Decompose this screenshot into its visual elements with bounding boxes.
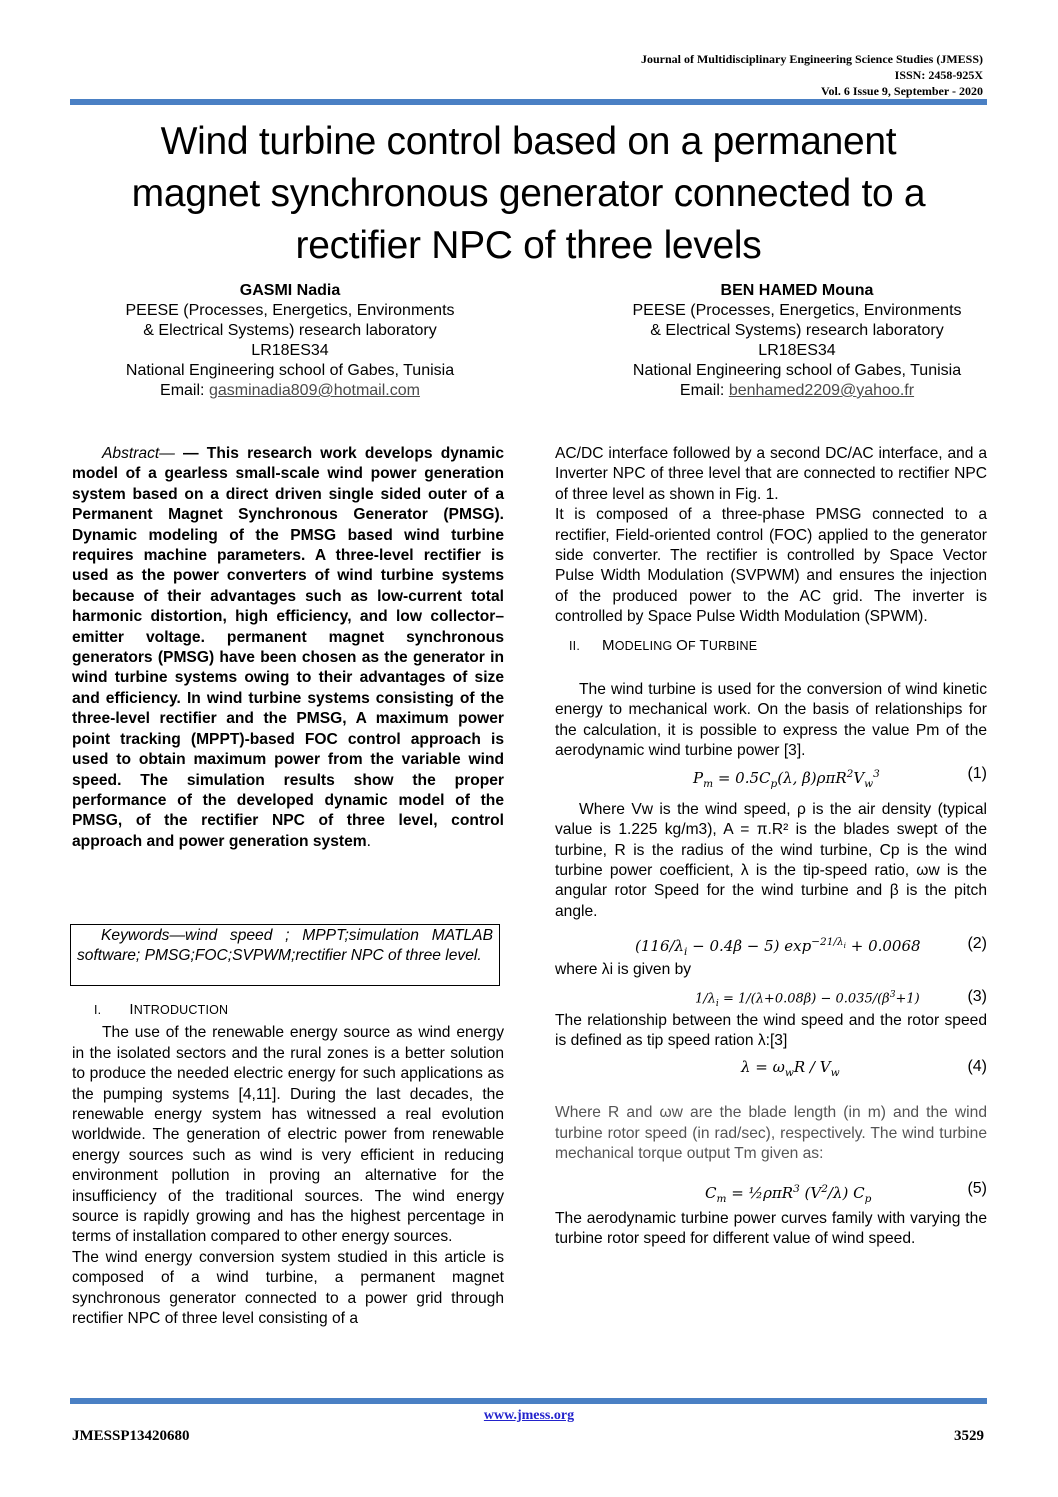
title-line: magnet synchronous generator connected to a [131, 172, 926, 215]
section-letter: T [699, 636, 709, 654]
journal-name: Journal of Multidisciplinary Engineering Science Studies (JMESS) [640, 52, 983, 66]
paper-code: JMESSP13420680 [72, 1428, 190, 1444]
author-email-line [75, 381, 505, 401]
equation-number: (4) [967, 1058, 987, 1076]
paper-title [70, 116, 987, 272]
equation-1 [555, 764, 987, 790]
equation-2 [555, 928, 987, 960]
body-paragraph: AC/DC interface followed by a second DC/AC interface, and a Inverter NPC of three level that are connected to rectifier NPC of three level as shown in Fig. 1. [555, 445, 987, 503]
section-title-part: URBINE [708, 638, 758, 653]
section-letter: M [602, 636, 615, 654]
keywords: Keywords—wind speed ; MPPT;simulation MATLAB software; PMSG;FOC;SVPWM;rectifier NPC of three level. [77, 927, 493, 964]
title-line: Wind turbine control based on a permanent [160, 120, 897, 163]
abstract [72, 444, 504, 852]
equation-4 [555, 1051, 987, 1085]
turbine-paragraph: The wind turbine is used for the conversion of wind kinetic energy to mechanical work. On the basis of relationships for the calculation, it is possible to express the value Pm of the aerodynamic wind turbine power [3]. [555, 681, 987, 760]
author-affiliation: PEESE (Processes, Energetics, Environments [125, 302, 455, 319]
journal-volume: Vol. 6 Issue 9, September - 2020 [820, 84, 983, 98]
author-affiliation: & Electrical Systems) research laboratory [650, 322, 944, 339]
author-lab-code: LR18ES34 [251, 342, 329, 359]
author-school: National Engineering school of Gabes, Tunisia [125, 362, 455, 379]
equation-number: (2) [967, 935, 987, 953]
left-column [72, 444, 504, 852]
equation-formula: $(116/\lambda_i - 0.4\beta - 5) \exp^{-21/\lambda_i} + 0.0068$ [635, 936, 921, 959]
abstract-label: Abstract— [102, 445, 175, 462]
equation-3 [555, 981, 987, 1011]
author-name: BEN HAMED Mouna [720, 282, 874, 299]
equation-number: (1) [967, 764, 987, 782]
keywords-box [70, 924, 500, 986]
equation-number: (5) [967, 1179, 987, 1197]
right-column [555, 444, 987, 1249]
left-column-body [72, 1000, 504, 1330]
equation-5 [555, 1173, 987, 1209]
author-lab-code: LR18ES34 [758, 342, 836, 359]
body-paragraph: It is composed of a three-phase PMSG connected to a rectifier, Field-oriented control (FOC) applied to the generator side converter. The rectifier is controlled by Space Vector Pulse Width Modulation (SVPWM) and ensures the injection of the produced power to the AC grid. The inverter is controlled by Space Pulse Width Modulation (SPWM). [555, 506, 987, 626]
blade-paragraph: Where R and ωw are the blade length (in m) and the wind turbine rotor speed (in rad/sec), respectively. The wind turbine mechanical torque output Tm given as: [555, 1104, 987, 1163]
section-first-letter: I [129, 1001, 134, 1018]
intro-paragraph: The wind energy conversion system studied in this article is composed of a wind turbine, a permanent magnet synchronous generator connected to a power grid through rectifier NPC of three level consisting of a [72, 1248, 504, 1328]
author-affiliation: & Electrical Systems) research laboratory [143, 322, 437, 339]
intro-paragraph: The use of the renewable energy source as wind energy in the isolated sectors and the rural zones is a better solution to produce the needed electric energy for such applications as the pumping systems [4,11]. During the last decades, the renewable energy system has witnessed a real evolution worldwide. The generation of electric power from renewable energy sources such as wind is very efficient in reducing environment pollution in proving an alternative for the insufficiency of the traditional sources. The wind energy source is rapidly growing and has the highest percentage in terms of installation compared to other energy sources. [72, 1024, 504, 1246]
page-number: 3529 [954, 1428, 984, 1444]
section-number: II. [569, 638, 581, 653]
section-title-part: F [687, 638, 700, 653]
journal-issn: ISSN: 2458-925X [894, 68, 983, 82]
journal-url-link[interactable]: www.jmess.org [483, 1408, 575, 1423]
equation-formula: $P_m = 0.5C_p(\lambda$, $\beta)\rho\pi R^2V_w^3$ [693, 767, 880, 790]
author-block [582, 281, 1012, 401]
equation-number: (3) [967, 987, 987, 1005]
section-heading-modeling [569, 636, 987, 656]
equation-formula: $1/\lambda_i = 1/(\lambda+0.08\beta) - 0.035/(\beta^3+1)$ [695, 989, 920, 1009]
author-block [75, 281, 505, 401]
section-title-rest: NTRODUCTION [133, 1003, 229, 1017]
email-label: Email: [679, 382, 729, 399]
email-label: Email: [160, 382, 209, 399]
author-name: GASMI Nadia [239, 282, 341, 299]
author-school: National Engineering school of Gabes, Tunisia [632, 362, 962, 379]
where-paragraph: Where Vw is the wind speed, ρ is the air density (typical value is 1.225 kg/m3), A = π.R² is the blades swept of the turbine, R is the radius of the wind turbine, Cp is the wind turbine power coefficient, λ is the tip-speed ratio, ωw is the angular rotor Speed for the wind turbine and β is the pitch angle. [555, 800, 987, 920]
abstract-text: — This research work develops dynamic model of a gearless small-scale wind power generation system based on a direct driven single sided outer of a Permanent Magnet Synchronous Generator (PMSG). Dynamic modeling of the PMSG based wind turbine requires machine parameters. A three-level rectifier is used as the power converters of wind turbine systems because of their advantages such as low-current total harmonic distortion, high efficiency, and low collector–emitter voltage. permanent magnet synchronous generators (PMSG) have been chosen as the generator in wind turbine systems owing to their advantages of size and efficiency. In wind turbine systems consisting of the three-level rectifier and the PMSG, A maximum power point tracking (MPPT)-based FOC control approach is used to obtain maximum power from the variable wind speed. The simulation results show the proper performance of the developed dynamic model of the PMSG, of the rectifier NPC of three level, control approach and power generation system [72, 445, 504, 850]
author-email-link[interactable]: gasminadia809@hotmail.com [208, 382, 420, 399]
header-rule [70, 99, 987, 105]
footer-rule [70, 1398, 987, 1404]
section-letter: O [676, 636, 688, 654]
author-email-line [582, 381, 1012, 401]
title-line: rectifier NPC of three levels [295, 224, 762, 267]
where-lambda-text: where λi is given by [555, 961, 692, 979]
section-number: I. [94, 1003, 102, 1017]
relationship-paragraph: The relationship between the wind speed and the rotor speed is defined as tip speed ration λ:[3] [555, 1011, 987, 1049]
equation-formula: $C_m$ = ½ρπR$^3$ $(V^2/\lambda)$ $C_p$ [705, 1182, 872, 1205]
author-affiliation: PEESE (Processes, Energetics, Environments [632, 302, 962, 319]
section-heading-introduction [94, 1000, 504, 1020]
abstract-end: . [366, 832, 371, 850]
author-email-link[interactable]: benhamed2209@yahoo.fr [728, 382, 915, 399]
final-paragraph: The aerodynamic turbine power curves family with varying the turbine rotor speed for different value of wind speed. [555, 1209, 987, 1247]
equation-formula: $\lambda = \omega_wR / V_w$ [741, 1058, 840, 1080]
section-title-part: ODELING [614, 638, 677, 653]
